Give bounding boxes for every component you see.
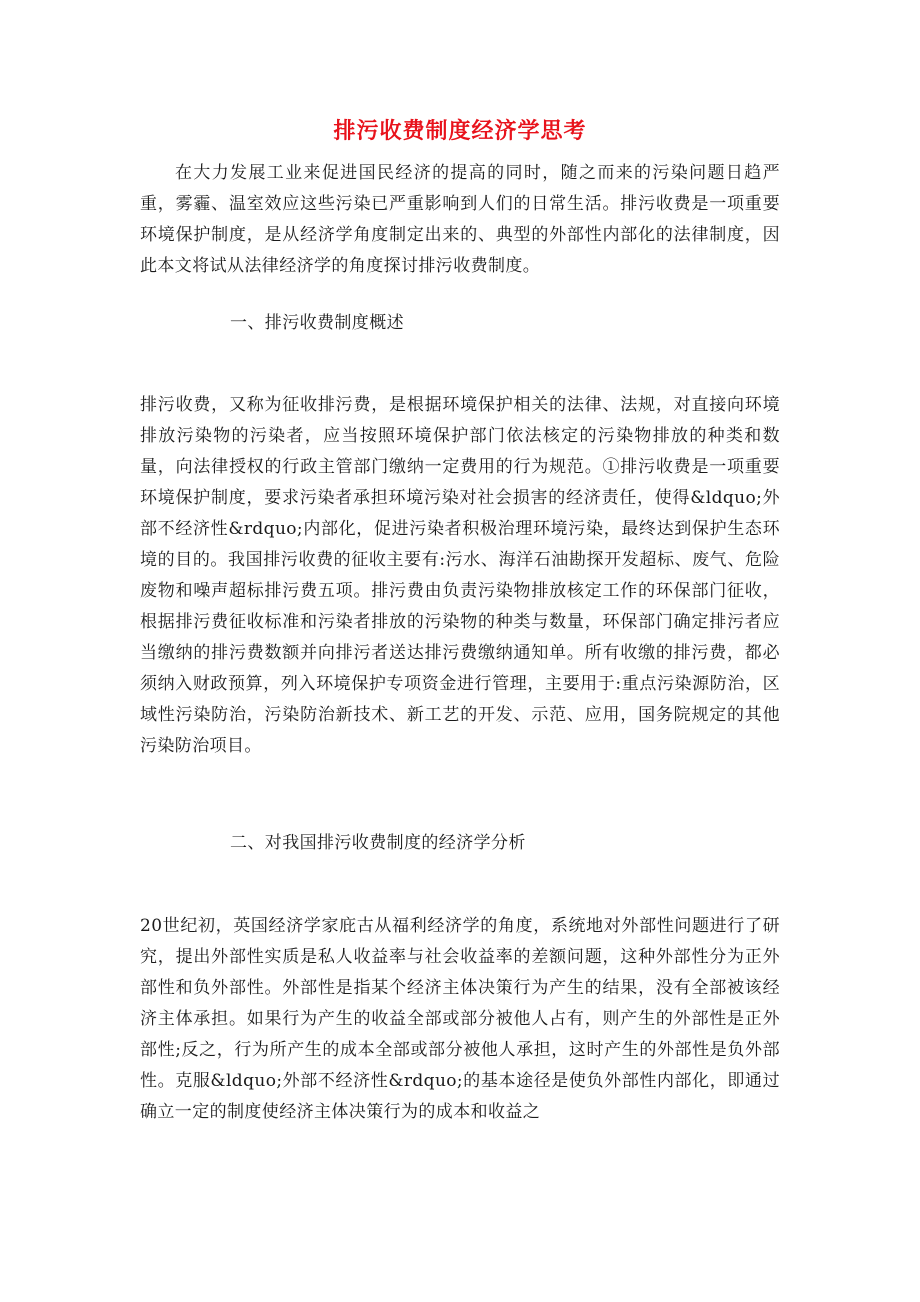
section-2-paragraph: 20世纪初，英国经济学家庇古从福利经济学的角度，系统地对外部性问题进行了研究，提出外部性实质是私人收益率与社会收益率的差额问题，这种外部性分为正外部性和负外部性。外部性是指某个经济主体决策行为产生的结果，没有全部被该经济主体承担。如果行为产生的收益全部或部分被他人占有，则产生的外部性是正外部性;反之，行为所产生的成本全部或部分被他人承担，这时产生的外部性是负外部性。克服&ldquo;外部不经济性&rdquo;的基本途径是使负外部性内部化，即通过确立一定的制度使经济主体决策行为的成本和收益之 (140, 916, 780, 1122)
intro-paragraph: 在大力发展工业来促进国民经济的提高的同时，随之而来的污染问题日趋严重，雾霾、温室效应这些污染已严重影响到人们的日常生活。排污收费是一项重要环境保护制度，是从经济学角度制定出来的、典型的外部性内部化的法律制度，因此本文将试从法律经济学的角度探讨排污收费制度。 (140, 163, 780, 276)
section-1-heading: 一、排污收费制度概述 (230, 313, 404, 333)
section-2-heading: 二、对我国排污收费制度的经济学分析 (230, 833, 526, 853)
document-title: 排污收费制度经济学思考 (333, 119, 587, 144)
section-1-paragraph: 排污收费，又称为征收排污费，是根据环境保护相关的法律、法规，对直接向环境排放污染物的污染者，应当按照环境保护部门依法核定的污染物排放的种类和数量，向法律授权的行政主管部门缴纳一定费用的行为规范。①排污收费是一项重要环境保护制度，要求污染者承担环境污染对社会损害的经济责任，使得&ldquo;外部不经济性&rdquo;内部化，促进污染者积极治理环境污染，最终达到保护生态环境的目的。我国排污收费的征收主要有:污水、海洋石油勘探开发超标、废气、危险废物和噪声超标排污费五项。排污费由负责污染物排放核定工作的环保部门征收，根据排污费征收标准和污染者排放的污染物的种类与数量，环保部门确定排污者应当缴纳的排污费数额并向排污者送达排污费缴纳通知单。所有收缴的排污费，都必须纳入财政预算，列入环境保护专项资金进行管理，主要用于:重点污染源防治，区域性污染防治，污染防治新技术、新工艺的开发、示范、应用，国务院规定的其他污染防治项目。 (140, 395, 780, 756)
